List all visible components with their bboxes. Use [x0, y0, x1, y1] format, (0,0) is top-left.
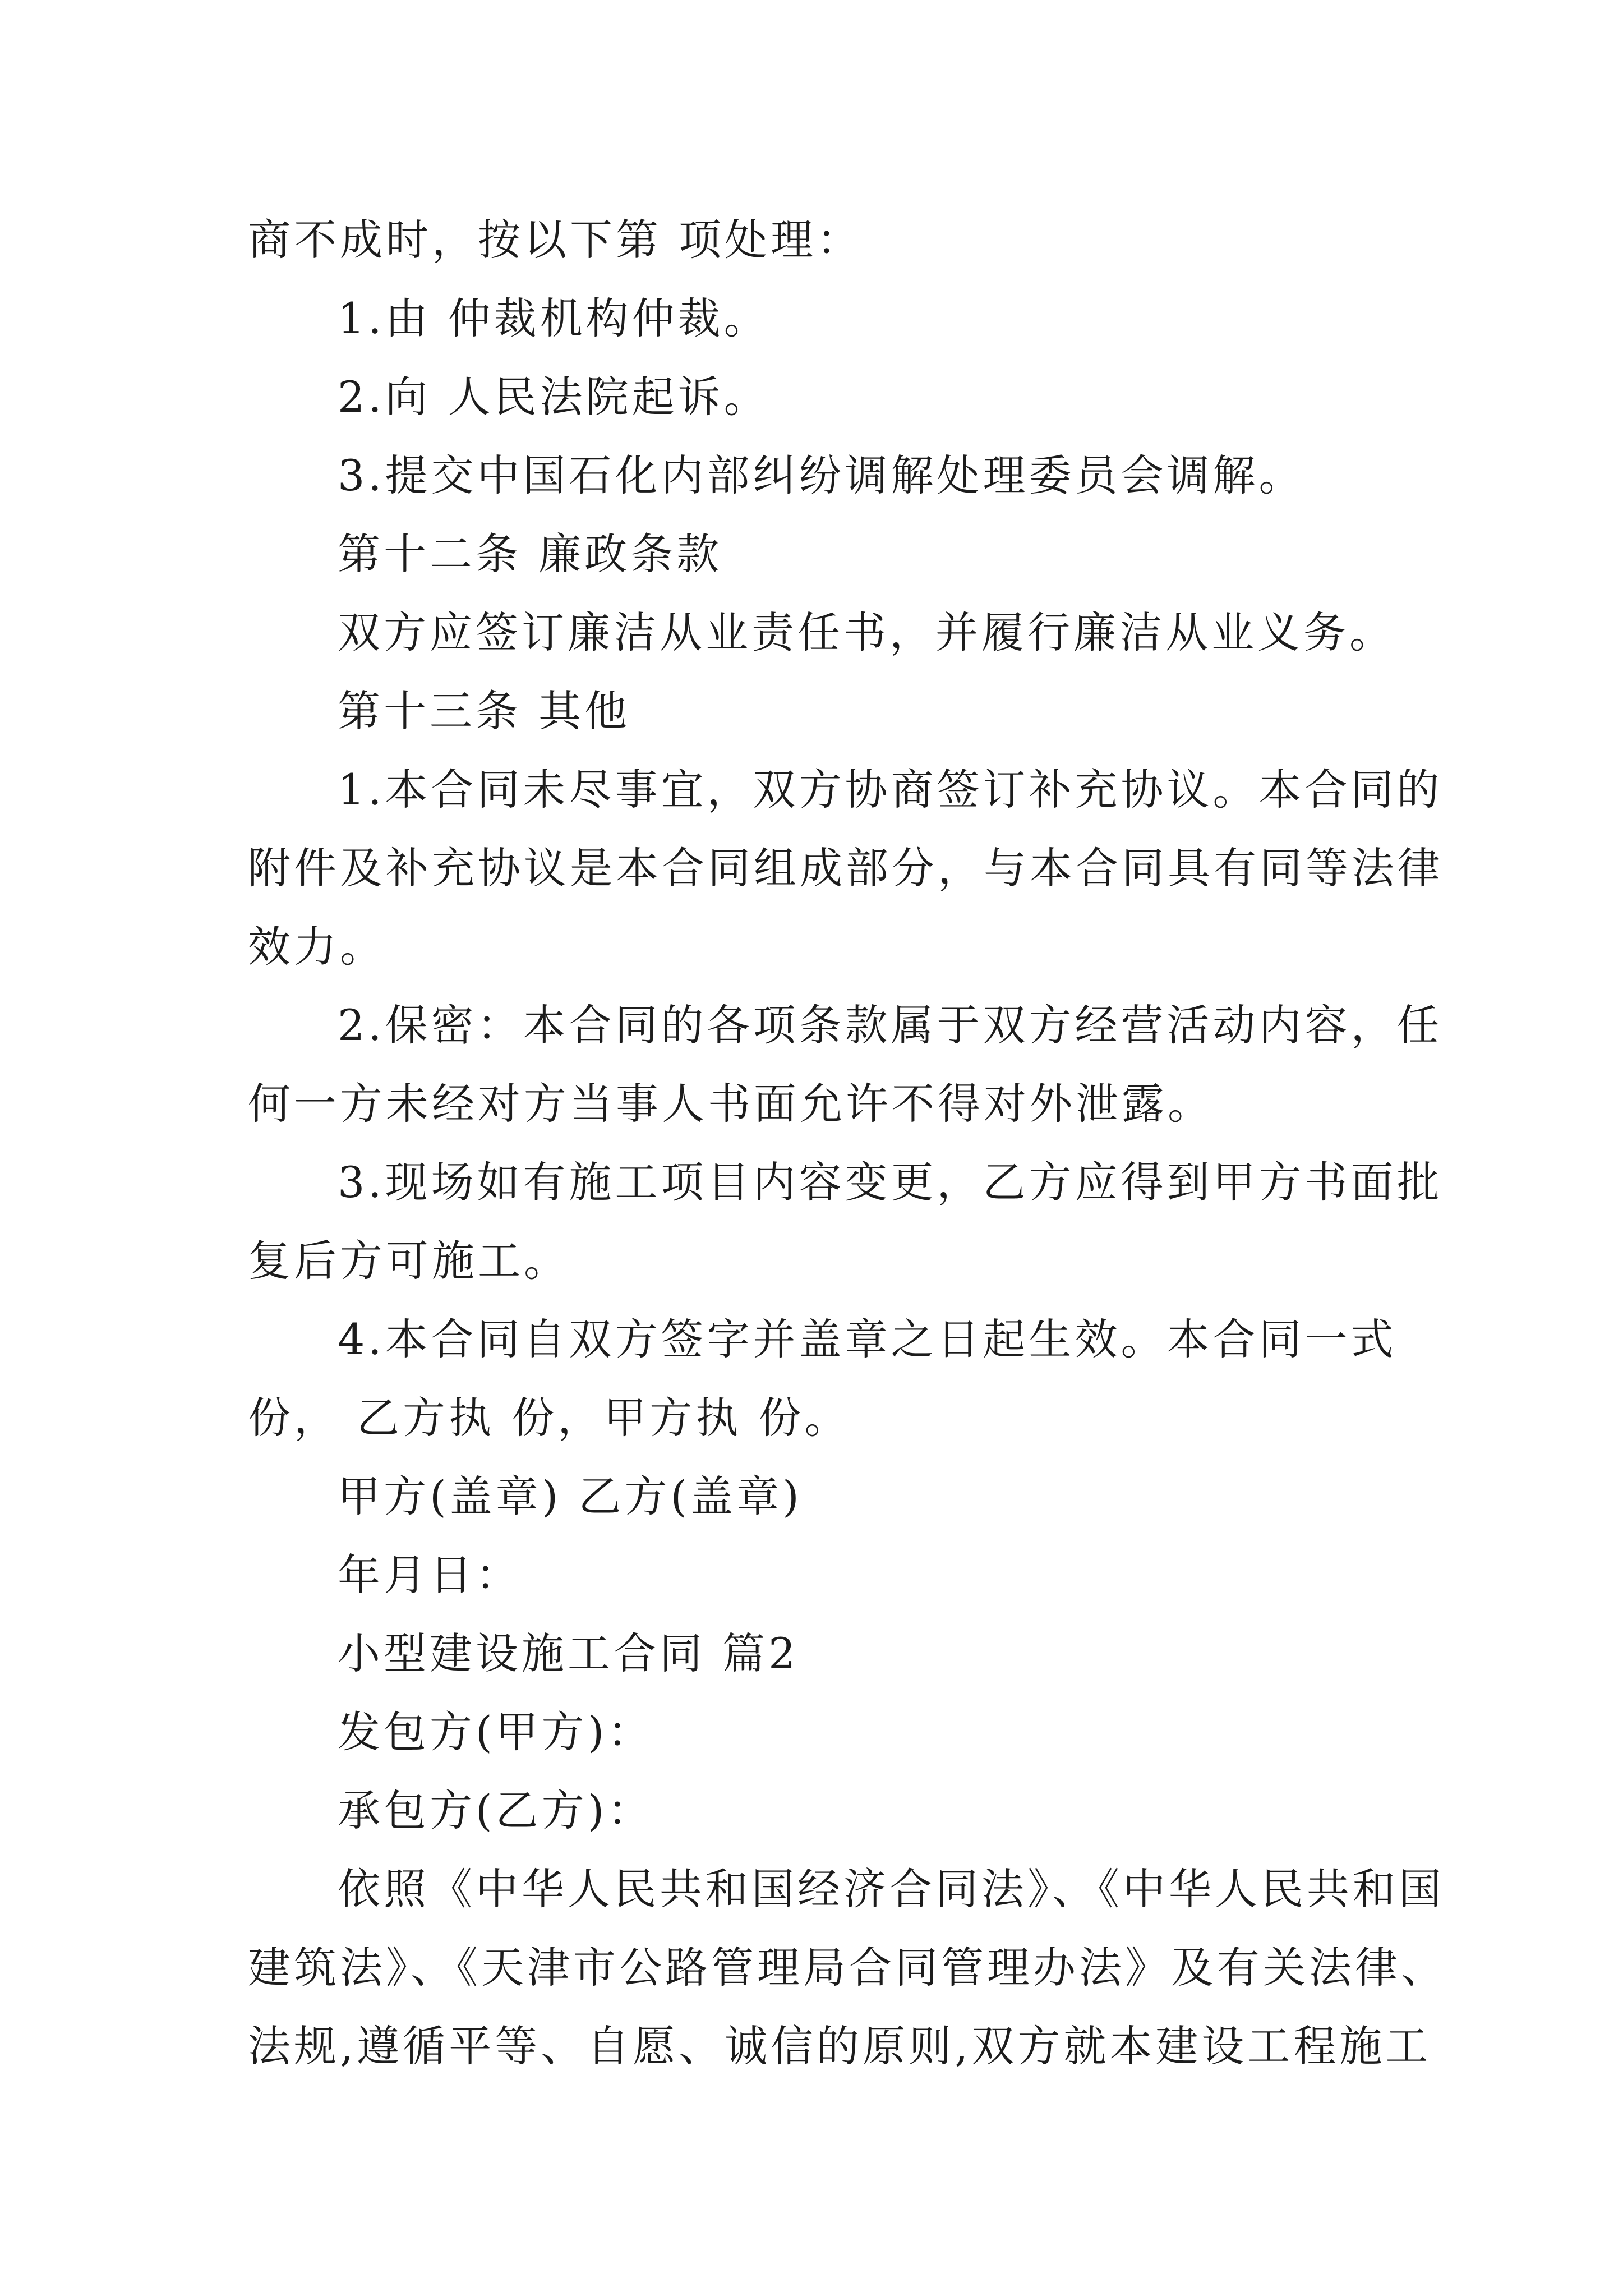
signature-line: 甲方(盖章) 乙方(盖章) [338, 1471, 803, 1521]
party-a-line: 发包方(甲方)： [338, 1707, 654, 1757]
party-b-line: 承包方(乙方)： [338, 1786, 654, 1835]
date-line: 年月日： [338, 1550, 522, 1600]
text-line: 效力。 [248, 922, 386, 972]
text-line: 双方应签订廉洁从业责任书，并履行廉洁从业义务。 [338, 608, 1395, 657]
text-line: 2.保密：本合同的各项条款属于双方经营活动内容，任 [338, 1000, 1443, 1050]
text-line: 4.本合同自双方签字并盖章之日起生效。本合同一式 [338, 1314, 1397, 1364]
text-line: 1.本合同未尽事宜，双方协商签订补充协议。本合同的 [338, 765, 1443, 815]
text-line: 商不成时，按以下第 项处理： [248, 215, 863, 265]
text-line: 复后方可施工。 [248, 1236, 570, 1286]
text-line: 依照《中华人民共和国经济合同法》、《中华人民共和国 [338, 1864, 1445, 1914]
text-line: 何一方未经对方当事人书面允许不得对外泄露。 [248, 1079, 1214, 1129]
section-heading: 第十二条 廉政条款 [338, 529, 723, 579]
text-line: 建筑法》、《天津市公路管理局合同管理办法》及有关法律、 [248, 1943, 1447, 1993]
section-heading: 第十三条 其他 [338, 686, 631, 736]
contract-title: 小型建设施工合同 篇2 [338, 1628, 799, 1678]
text-line: 3.现场如有施工项目内容变更，乙方应得到甲方书面批 [338, 1157, 1443, 1207]
text-line: 2.向 人民法院起诉。 [338, 372, 770, 422]
text-line: 3.提交中国石化内部纠纷调解处理委员会调解。 [338, 450, 1305, 500]
text-line: 1.由 仲裁机构仲裁。 [338, 293, 770, 343]
text-line: 法规,遵循平等、自愿、诚信的原则,双方就本建设工程施工 [248, 2021, 1432, 2071]
text-line: 份， 乙方执 份，甲方执 份。 [248, 1393, 851, 1443]
text-line: 附件及补充协议是本合同组成部分，与本合同具有同等法律 [248, 843, 1444, 893]
